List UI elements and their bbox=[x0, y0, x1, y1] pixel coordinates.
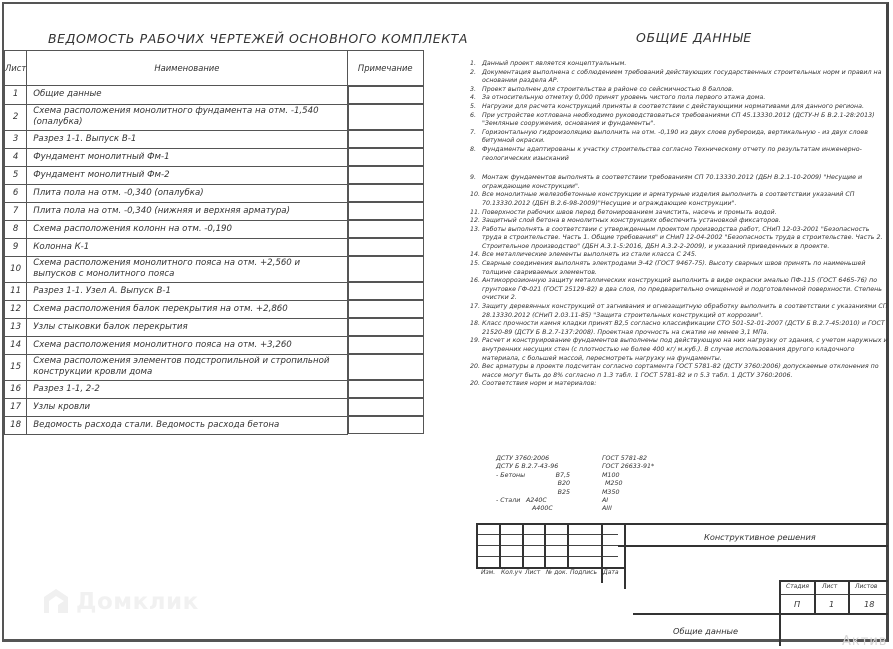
drawing-name: Общие данные bbox=[673, 626, 739, 636]
register-sheet-name: Разрез 1-1, 2-2 bbox=[27, 380, 347, 398]
note-text: Защитный слой бетона в монолитных конструкциях обеспечить установкой фиксаторов. bbox=[482, 217, 781, 225]
stamp-col-qty: Кол.уч bbox=[501, 569, 522, 576]
general-note bbox=[470, 146, 888, 163]
steel-mark: АI bbox=[602, 497, 609, 505]
register-sheet-number: 17 bbox=[5, 398, 27, 416]
stamp-grid-line bbox=[618, 545, 888, 547]
materials-row bbox=[496, 489, 654, 497]
note-number: 13. bbox=[470, 225, 481, 233]
register-row bbox=[5, 416, 424, 434]
register-row bbox=[5, 166, 424, 184]
register-note bbox=[348, 130, 424, 148]
register-note bbox=[348, 220, 424, 238]
note-text: Вес арматуры в проекте подсчитан согласно сортамента ГОСТ 5781-82 (ДСТУ 3760:2006) допускаемые отклонения по массе могут быть до 8% согласно п 1.3 табл. 1 ГОСТ 5781-82 и п 5.3 табл. 1 ДСТУ 3760:2006. bbox=[482, 363, 879, 379]
general-note bbox=[470, 303, 888, 320]
register-sheet-number: 12 bbox=[5, 300, 27, 318]
note-text: Фундаменты адаптированы к участку строительства согласно Техническому отчету по результатам инженерно-геологических изысканий bbox=[482, 145, 862, 162]
general-note bbox=[470, 86, 888, 95]
general-note bbox=[470, 129, 888, 146]
steel-label: - Стали bbox=[496, 497, 521, 505]
note-text: Горизонтальную гидроизоляцию выполнить на отм. -0,190 из двух слоев рубероида, вертикальную - из двух слоев битумной окраски. bbox=[482, 128, 868, 145]
note-text: Поверхности рабочих швов перед бетонированием зачистить, насечь и промыть водой. bbox=[482, 208, 777, 216]
stamp-grid-line bbox=[779, 580, 781, 646]
stamp-grid-line bbox=[544, 523, 546, 568]
domclick-brand: Домклик bbox=[76, 589, 199, 615]
note-text: Все монолитные железобетонные конструкции и арматурные изделия выполнить в соответствии указаний СП 70.13330.2012 (ДБН В.2.6-98-2009)"Несущие и ограждающие конструкции". bbox=[482, 191, 855, 207]
materials-list bbox=[496, 455, 654, 514]
register-note bbox=[348, 104, 424, 130]
note-number: 20. bbox=[470, 380, 481, 388]
sheet-value: 1 bbox=[829, 599, 835, 609]
register-note bbox=[348, 318, 424, 336]
note-text: Защиту деревянных конструкций от загнивания и огнезащитную обработку выполнить в соответствии с указаниями СП 28.13330.2012 (СНиП 2.03.11-85) "Защита строительных конструкций от коррозии". bbox=[482, 303, 888, 319]
note-text: Нагрузки для расчета конструкций приняты в соответствии с действующими нормативами для данного региона. bbox=[482, 102, 864, 110]
stamp-grid-line bbox=[779, 580, 888, 582]
header-name: Наименование bbox=[27, 51, 347, 86]
stamp-grid-line bbox=[499, 523, 501, 568]
project-name: Конструктивное решения bbox=[704, 532, 816, 542]
register-sheet-number: 8 bbox=[5, 220, 27, 238]
register-row bbox=[5, 336, 424, 354]
note-text: Расчет и конструирование фундаментов выполнены под действующую на них нагрузку от здания, с учетом наружных и внутренних несущих стен (с плотностью не более 400 кг/ м.куб.). В случае использования другого кладочного материала, с большей массой, пересмотреть нагрузку на фундаменты. bbox=[482, 337, 888, 362]
stamp-col-signature: Подпись bbox=[570, 569, 597, 576]
concrete-class: В7,5 bbox=[555, 471, 570, 479]
register-sheet-name: Плита пола на отм. -0,340 (опалубка) bbox=[27, 184, 347, 202]
concrete-label: - Бетоны bbox=[496, 471, 526, 479]
general-note bbox=[470, 251, 888, 260]
stamp-top-line bbox=[476, 523, 888, 525]
concrete-class: В20 bbox=[557, 480, 570, 488]
house-logo-icon bbox=[42, 587, 70, 617]
sheet-label: Лист bbox=[822, 583, 838, 590]
domclick-watermark bbox=[42, 587, 199, 617]
register-sheet-name: Узлы стыковки балок перекрытия bbox=[27, 318, 347, 336]
general-note bbox=[470, 217, 888, 226]
register-note bbox=[348, 202, 424, 220]
general-note bbox=[470, 209, 888, 218]
stage-label: Стадия bbox=[786, 583, 810, 590]
stamp-grid-line bbox=[779, 594, 888, 595]
register-row bbox=[5, 300, 424, 318]
register-row bbox=[5, 354, 424, 380]
register-row bbox=[5, 104, 424, 130]
std-right-2: ГОСТ 26633-91* bbox=[602, 463, 655, 471]
stamp-grid-line bbox=[476, 556, 618, 557]
register-header-row bbox=[5, 51, 424, 86]
stage-value: П bbox=[794, 599, 801, 609]
register-sheet-name: Плита пола на отм. -0,340 (нижняя и верхняя арматура) bbox=[27, 202, 347, 220]
general-note bbox=[470, 103, 888, 112]
note-number: 20. bbox=[470, 363, 481, 371]
note-text: Данный проект является концептуальным. bbox=[482, 60, 627, 67]
register-sheet-name: Схема расположения монолитного фундамента на отм. -1,540 (опалубка) bbox=[27, 104, 347, 130]
general-note bbox=[470, 363, 888, 380]
register-sheet-name: Разрез 1-1. Узел А. Выпуск В-1 bbox=[27, 282, 347, 300]
note-text: Сварные соединения выполнять электродами Э-42 (ГОСТ 9467-75). Высоту сварных швов принять по наименьшей толщине свариваемых элементов. bbox=[482, 260, 866, 276]
general-note bbox=[470, 60, 888, 69]
register-sheet-name: Фундамент монолитный Фм-1 bbox=[27, 148, 347, 166]
stamp-grid-line bbox=[476, 534, 618, 535]
register-row bbox=[5, 184, 424, 202]
note-text: Проект выполнен для строительства в районе со сейсмичностью 8 баллов. bbox=[482, 85, 734, 93]
general-note bbox=[470, 69, 888, 86]
note-number: 12. bbox=[470, 217, 481, 225]
general-note bbox=[470, 380, 888, 389]
std-right-1: ГОСТ 5781-82 bbox=[602, 455, 648, 462]
register-sheet-name: Общие данные bbox=[27, 86, 347, 105]
stamp-grid-line bbox=[624, 523, 626, 589]
register-sheet-number: 3 bbox=[5, 130, 27, 148]
note-number: 6. bbox=[470, 111, 477, 119]
register-row bbox=[5, 130, 424, 148]
register-sheet-name: Схема расположения монолитного пояса на отм. +2,560 и выпусков с монолитного пояса bbox=[27, 256, 347, 282]
note-number: 5. bbox=[470, 102, 477, 110]
corner-watermark: Актив bbox=[842, 634, 888, 649]
steel-mark: АIII bbox=[602, 505, 612, 513]
materials-row bbox=[496, 480, 654, 488]
general-data-title: ОБЩИЕ ДАННЫЕ bbox=[636, 30, 752, 45]
concrete-mark: М350 bbox=[602, 488, 620, 496]
note-number: 4. bbox=[470, 94, 477, 102]
note-number: 15. bbox=[470, 260, 481, 268]
register-title: ВЕДОМОСТЬ РАБОЧИХ ЧЕРТЕЖЕЙ ОСНОВНОГО КОМПЛЕКТА bbox=[48, 31, 469, 46]
register-sheet-number: 16 bbox=[5, 380, 27, 398]
register-sheet-name: Ведомость расхода стали. Ведомость расхода бетона bbox=[27, 416, 347, 434]
note-number: 3. bbox=[470, 85, 477, 93]
materials-row bbox=[496, 463, 654, 471]
note-text: Соответствия норм и материалов: bbox=[482, 380, 597, 388]
register-note bbox=[348, 380, 424, 398]
stamp-col-date: Дата bbox=[603, 569, 619, 576]
stamp-grid-line bbox=[814, 580, 816, 613]
register-sheet-name: Схема расположения элементов подстропильной и стропильной конструкции кровли дома bbox=[27, 354, 347, 380]
general-note bbox=[470, 112, 888, 129]
note-number: 16. bbox=[470, 277, 481, 285]
general-note bbox=[470, 174, 888, 191]
materials-row bbox=[496, 497, 654, 505]
register-row bbox=[5, 86, 424, 105]
note-text: За относительную отметку 0,000 принят уровень чистого пола первого этажа дома. bbox=[482, 94, 766, 102]
register-row bbox=[5, 256, 424, 282]
register-sheet-name: Схема расположения колонн на отм. -0,190 bbox=[27, 220, 347, 238]
register-note bbox=[348, 166, 424, 184]
note-text: Класс прочности камня кладки принят В2,5 согласно классификации СТО 501-52-01-2007 (ДСТУ Б В.2.7-45:2010) и ГОСТ 21520-89 (ДСТУ Б В.2.7-137:2008). Проектная прочность на сжатие не менее 3,1 МПа. bbox=[482, 320, 885, 336]
register-sheet-name: Колонна К-1 bbox=[27, 238, 347, 256]
note-text: Монтаж фундаментов выполнять в соответствии требованиям СП 70.13330.2012 (ДБН В.2.1-10-2009) "Несущие и ограждающие конструкции". bbox=[482, 174, 863, 190]
register-row bbox=[5, 398, 424, 416]
register-note bbox=[348, 336, 424, 354]
note-number: 8. bbox=[470, 145, 477, 153]
stamp-col-sheet: Лист bbox=[525, 569, 541, 576]
general-note bbox=[470, 226, 888, 252]
materials-row bbox=[496, 455, 654, 463]
register-note bbox=[348, 354, 424, 380]
general-note bbox=[470, 320, 888, 337]
note-number: 9. bbox=[470, 174, 477, 182]
note-number: 1. bbox=[470, 60, 477, 67]
register-sheet-number: 2 bbox=[5, 104, 27, 130]
header-sheet: Лист bbox=[5, 51, 27, 86]
register-sheet-number: 11 bbox=[5, 282, 27, 300]
concrete-class: В25 bbox=[557, 488, 570, 496]
note-text: Все металлические элементы выполнять из стали класса С 245. bbox=[482, 251, 697, 259]
stamp-col-change: Изм. bbox=[481, 569, 496, 576]
stamp-grid-line bbox=[522, 523, 524, 568]
steel-class: А400С bbox=[532, 505, 553, 513]
note-number: 14. bbox=[470, 251, 481, 259]
register-sheet-number: 14 bbox=[5, 336, 27, 354]
stamp-col-doc: № док. bbox=[546, 569, 568, 576]
register-row bbox=[5, 148, 424, 166]
general-note bbox=[470, 260, 888, 277]
register-row bbox=[5, 202, 424, 220]
register-sheet-name: Схема расположения монолитного пояса на отм. +3,260 bbox=[27, 336, 347, 354]
stamp-grid-line bbox=[633, 613, 779, 615]
register-sheet-name: Фундамент монолитный Фм-2 bbox=[27, 166, 347, 184]
materials-row bbox=[496, 472, 654, 480]
concrete-mark: М250 bbox=[605, 480, 623, 488]
register-sheet-number: 10 bbox=[5, 256, 27, 282]
register-sheet-number: 7 bbox=[5, 202, 27, 220]
general-note bbox=[470, 191, 888, 208]
std-left-2: ДСТУ Б В.2.7-43-96 bbox=[496, 463, 559, 471]
register-sheet-number: 4 bbox=[5, 148, 27, 166]
stamp-grid-line bbox=[476, 545, 618, 546]
steel-class: А240С bbox=[526, 497, 547, 505]
drawing-sheet bbox=[2, 2, 889, 649]
drawings-register-table bbox=[4, 50, 424, 435]
register-sheet-number: 5 bbox=[5, 166, 27, 184]
register-note bbox=[348, 184, 424, 202]
concrete-mark: М100 bbox=[602, 471, 620, 479]
note-number: 10. bbox=[470, 191, 481, 199]
note-number: 7. bbox=[470, 128, 477, 136]
register-sheet-number: 9 bbox=[5, 238, 27, 256]
header-note: Примечание bbox=[347, 51, 424, 86]
register-row bbox=[5, 380, 424, 398]
std-left-1: ДСТУ 3760:2006 bbox=[496, 455, 550, 462]
general-note bbox=[470, 94, 888, 103]
note-number: 18. bbox=[470, 320, 481, 328]
stamp-grid-line bbox=[476, 523, 478, 568]
note-number: 19. bbox=[470, 337, 481, 345]
register-sheet-name: Схема расположения балок перекрытия на отм. +2,860 bbox=[27, 300, 347, 318]
register-sheet-number: 15 bbox=[5, 354, 27, 380]
register-row bbox=[5, 238, 424, 256]
register-note bbox=[348, 282, 424, 300]
register-note bbox=[348, 148, 424, 166]
stamp-grid-line bbox=[567, 523, 569, 568]
register-sheet-number: 13 bbox=[5, 318, 27, 336]
register-row bbox=[5, 318, 424, 336]
general-note bbox=[470, 277, 888, 303]
general-notes bbox=[470, 60, 888, 389]
register-row bbox=[5, 220, 424, 238]
register-note bbox=[348, 256, 424, 282]
stamp-grid-line bbox=[779, 613, 888, 615]
note-number: 2. bbox=[470, 68, 477, 76]
register-sheet-number: 18 bbox=[5, 416, 27, 434]
stamp-grid-line bbox=[848, 580, 850, 613]
note-text: Документация выполнена с соблюдением требований действующих государственных строительных норм и правил на основании раздела АР. bbox=[482, 68, 882, 85]
sheets-value: 18 bbox=[864, 599, 875, 609]
register-sheet-number: 1 bbox=[5, 86, 27, 105]
note-text: Антикоррозионную защиту металлических конструкций выполнить в виде окраски эмалью ПФ-115 (ГОСТ 6465-76) по грунтовке ГФ-021 (ГОСТ 25129-82) в два слоя, по предварительно очищенной и подготовленной поверхности. Степень очистки 2. bbox=[482, 277, 882, 302]
register-note bbox=[348, 300, 424, 318]
note-number: 11. bbox=[470, 208, 481, 216]
register-row bbox=[5, 282, 424, 300]
materials-row bbox=[496, 505, 654, 513]
register-note bbox=[348, 86, 424, 104]
register-sheet-number: 6 bbox=[5, 184, 27, 202]
register-sheet-name: Узлы кровли bbox=[27, 398, 347, 416]
note-text: Работы выполнять в соответствии с утвержденным проектом производства работ, СНиП 12-03-2001 "Безопасность труда в строительстве. Часть 1. Общие требования" и СНиП 12-04-2002 "Безопасность труда в строительстве. Часть 2. Строительное производство" (ДБН А.3.1-5:2016, ДБН А.3.2-2-2009), и указаний приведенных в проекте. bbox=[482, 225, 883, 250]
register-note bbox=[348, 238, 424, 256]
register-note bbox=[348, 398, 424, 416]
sheets-label: Листов bbox=[855, 583, 878, 590]
general-note bbox=[470, 337, 888, 363]
note-text: При устройстве котлована необходимо руководствоваться требованиями СП 45.13330.2012 (ДСТУ-Н Б В.2.1-28:2013) "Земляные сооружения, основания и фундаменты". bbox=[482, 111, 875, 128]
register-note bbox=[348, 416, 424, 434]
note-number: 17. bbox=[470, 303, 481, 311]
register-sheet-name: Разрез 1-1. Выпуск В-1 bbox=[27, 130, 347, 148]
